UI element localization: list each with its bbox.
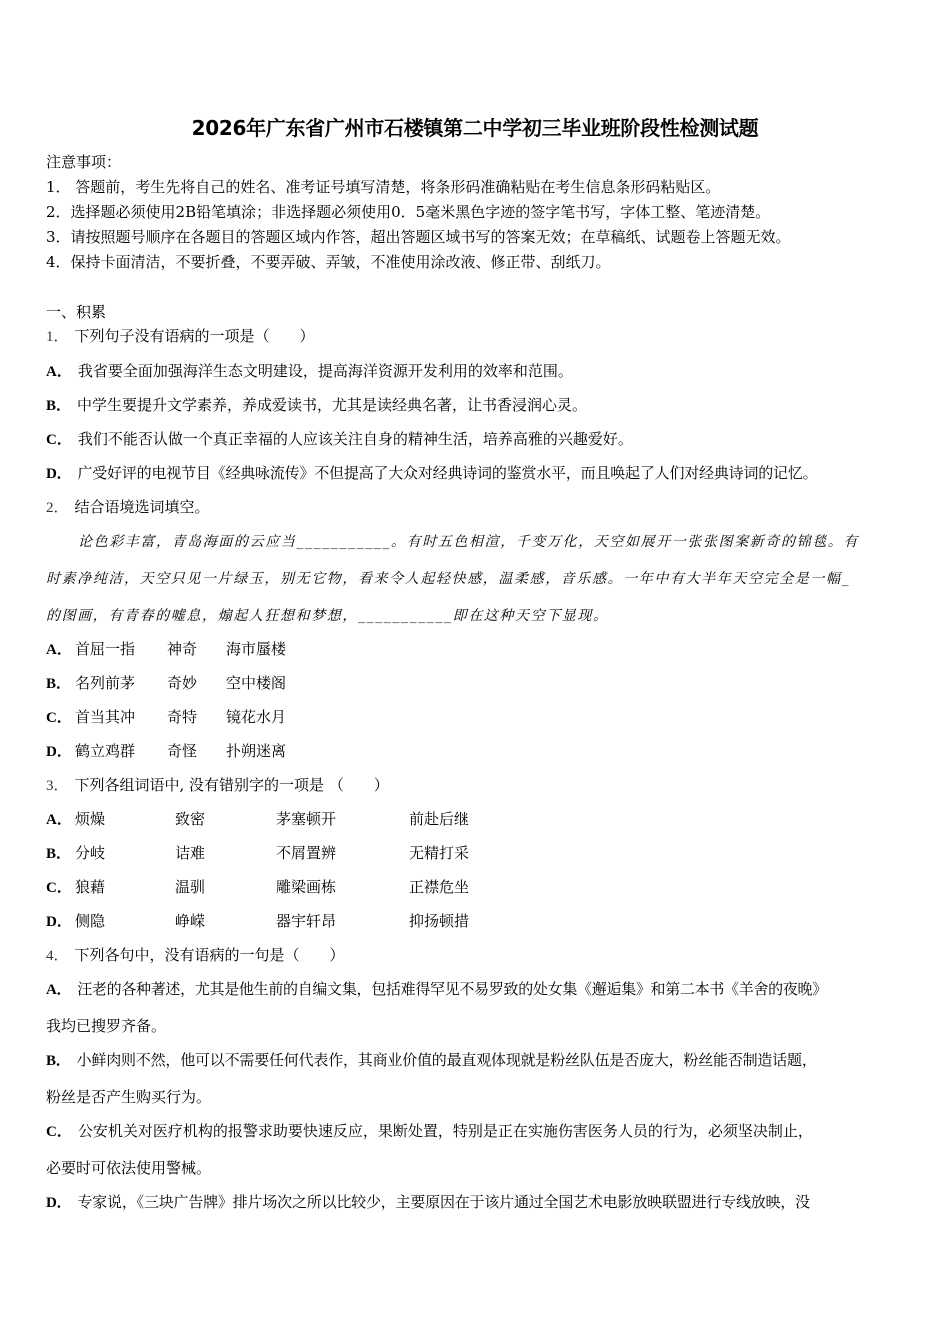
option-label: C． — [46, 880, 72, 896]
passage-line: 论色彩丰富，青岛海面的云应当___________。有时五色相渲，千变万化，天空如展开一张张图案新奇的锦毯。有 — [78, 534, 859, 550]
q3-option-d — [46, 911, 910, 932]
question-stem: 结合语境选词填空。 — [74, 498, 210, 516]
question-number: 1． — [46, 329, 69, 345]
option-label: B． — [46, 676, 72, 692]
q2-option-a — [46, 639, 910, 660]
q4-option-c — [46, 1121, 910, 1142]
option-text: 广受好评的电视节目《经典咏流传》不但提高了大众对经典诗词的鉴赏水平，而且唤起了人们对经典诗词的记忆。 — [77, 464, 818, 482]
option-word: 名列前茅 — [75, 674, 136, 692]
q2-option-b — [46, 673, 910, 694]
option-label: B． — [46, 1053, 71, 1069]
q4-option-a-cont: 我均已搜罗齐备。 — [46, 1017, 167, 1035]
question-number: 4． — [46, 948, 69, 964]
option-label: B． — [46, 846, 72, 862]
option-word: 分岐 — [75, 844, 106, 862]
page-title: 2026年广东省广州市石楼镇第二中学初三毕业班阶段性检测试题 — [191, 116, 759, 140]
notice-item: 3．请按照题号顺序在各题目的答题区域内作答，超出答题区域书写的答案无效；在草稿纸、试题卷上答题无效。 — [46, 228, 791, 246]
question-stem: 下列各句中，没有语病的一句是（ ） — [74, 946, 345, 964]
option-word: 鹤立鸡群 — [75, 742, 136, 760]
option-label: C． — [46, 1124, 72, 1140]
question-number: 3． — [46, 778, 69, 794]
option-word: 致密 — [175, 810, 206, 828]
q1-option-a — [46, 361, 910, 382]
question-stem: 下列各组词语中, 没有错别字的一项是 （ ） — [74, 776, 389, 794]
option-text: 公安机关对医疗机构的报警求助要快速反应，果断处置，特别是正在实施伤害医务人员的行为，必须坚决制止， — [77, 1122, 813, 1140]
passage-line: 的图画，有青春的嘘息，煽起人狂想和梦想，___________即在这种天空下显现。 — [46, 608, 609, 624]
q4-option-c-cont: 必要时可依法使用警械。 — [46, 1159, 212, 1177]
option-word: 雕梁画栋 — [276, 878, 337, 896]
question-3 — [46, 775, 910, 796]
option-word: 不屑置辨 — [276, 844, 337, 862]
option-word: 首当其冲 — [75, 708, 136, 726]
q1-option-b — [46, 395, 910, 416]
option-label: D． — [46, 744, 72, 760]
question-stem: 下列句子没有语病的一项是（ ） — [74, 327, 315, 345]
passage-line: 时素净纯洁，天空只见一片绿玉，别无它物，看来令人起轻快感，温柔感，音乐感。一年中有大半年天空完全是一幅_ — [46, 571, 851, 587]
q1-option-c — [46, 429, 910, 450]
option-word: 前赴后继 — [409, 810, 470, 828]
option-word: 狼藉 — [75, 878, 106, 896]
option-text: 专家说，《三块广告牌》排片场次之所以比较少，主要原因在于该片通过全国艺术电影放映联盟进行专线放映，没 — [77, 1193, 810, 1211]
option-word: 侧隐 — [75, 912, 106, 930]
option-word: 镜花水月 — [226, 708, 287, 726]
option-word: 茅塞顿开 — [276, 810, 337, 828]
option-label: C． — [46, 710, 72, 726]
q2-option-d — [46, 741, 910, 762]
option-text: 中学生要提升文学素养，养成爱读书，尤其是读经典名著，让书香浸润心灵。 — [77, 396, 588, 414]
option-word: 诘难 — [175, 844, 206, 862]
q3-option-a — [46, 809, 910, 830]
q4-option-d — [46, 1192, 910, 1213]
option-text: 我们不能否认做一个真正幸福的人应该关注自身的精神生活，培养高雅的兴趣爱好。 — [77, 430, 633, 448]
option-label: A． — [46, 364, 72, 380]
option-word: 奇特 — [167, 708, 198, 726]
option-text: 我省要全面加强海洋生态文明建设，提高海洋资源开发利用的效率和范围。 — [77, 362, 573, 380]
option-word: 首屈一指 — [75, 640, 136, 658]
option-word: 烦燥 — [75, 810, 106, 828]
section-heading: 一、积累 — [46, 303, 107, 321]
question-1 — [46, 326, 910, 347]
notice-item: 4．保持卡面清洁，不要折叠，不要弄破、弄皱，不准使用涂改液、修正带、刮纸刀。 — [46, 253, 611, 271]
option-label: A． — [46, 982, 72, 998]
option-label: C． — [46, 432, 72, 448]
q1-option-d — [46, 463, 910, 484]
option-word: 抑扬顿措 — [409, 912, 470, 930]
option-label: D． — [46, 466, 72, 482]
option-word: 奇妙 — [167, 674, 198, 692]
option-word: 奇怪 — [167, 742, 198, 760]
notice-item: 2．选择题必须使用2B铅笔填涂；非选择题必须使用0．5毫米黑色字迹的签字笔书写，字体工整、笔迹清楚。 — [46, 203, 771, 221]
question-number: 2． — [46, 500, 69, 516]
option-word: 峥嵘 — [175, 912, 206, 930]
option-word: 温驯 — [175, 878, 206, 896]
option-word: 正襟危坐 — [409, 878, 470, 896]
notice-item: 1． 答题前，考生先将自己的姓名、准考证号填写清楚，将条形码准确粘贴在考生信息条形码粘贴区。 — [46, 178, 721, 196]
option-label: D． — [46, 1195, 72, 1211]
option-label: D． — [46, 914, 72, 930]
option-label: A． — [46, 812, 72, 828]
option-word: 扑朔迷离 — [226, 742, 287, 760]
option-word: 器宇轩昂 — [276, 912, 337, 930]
option-text: 小鲜肉则不然，他可以不需要任何代表作，其商业价值的最直观体现就是粉丝队伍是否庞大，粉丝能否制造话题， — [76, 1051, 817, 1069]
option-label: A． — [46, 642, 72, 658]
q3-option-c — [46, 877, 910, 898]
q3-option-b — [46, 843, 910, 864]
option-word: 无精打采 — [409, 844, 470, 862]
question-2 — [46, 497, 910, 518]
option-text: 汪老的各种著述，尤其是他生前的自编文集，包括难得罕见不易罗致的处女集《邂逅集》和第二本书《羊舍的夜晚》 — [77, 980, 827, 998]
option-word: 海市蜃楼 — [226, 640, 287, 658]
q2-option-c — [46, 707, 910, 728]
option-word: 空中楼阁 — [226, 674, 287, 692]
q4-option-a — [46, 979, 910, 1000]
notice-heading: 注意事项： — [46, 153, 122, 171]
q4-option-b — [46, 1050, 910, 1071]
option-label: B． — [46, 398, 72, 414]
question-4 — [46, 945, 910, 966]
q4-option-b-cont: 粉丝是否产生购买行为。 — [46, 1088, 212, 1106]
option-word: 神奇 — [167, 640, 198, 658]
